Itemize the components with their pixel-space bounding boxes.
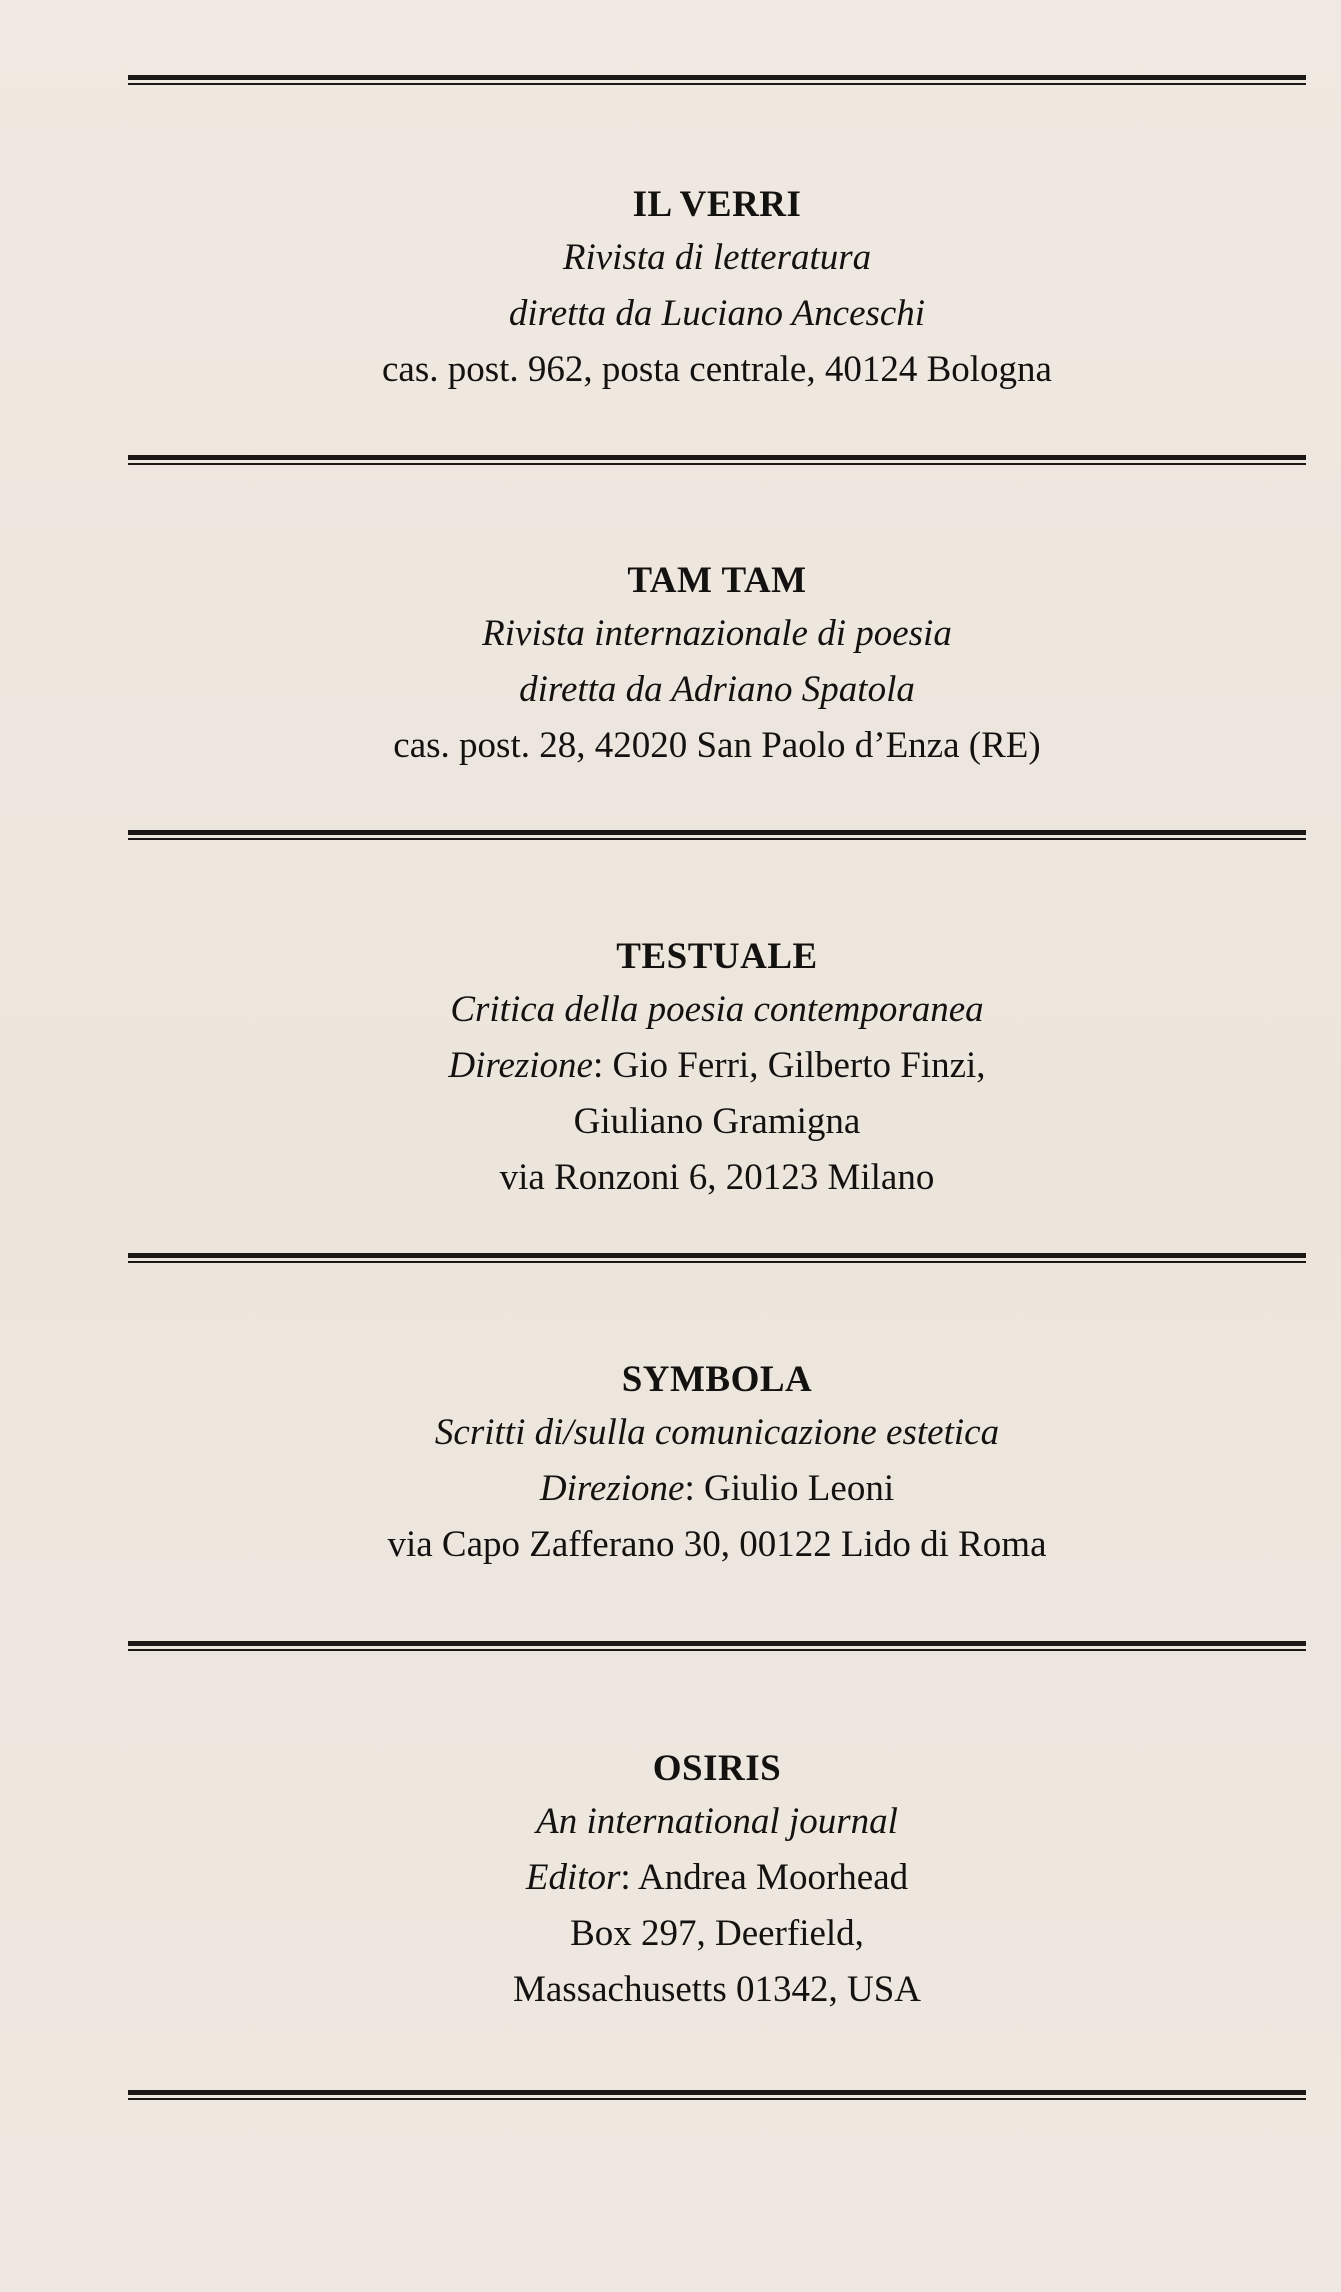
- journal-director: diretta da Adriano Spatola: [519, 669, 915, 710]
- journal-title: OSIRIS: [652, 1748, 782, 1789]
- journal-subtitle: Rivista internazionale di poesia: [482, 613, 952, 654]
- journal-director: diretta da Luciano Anceschi: [508, 293, 926, 334]
- direction-label: Editor: [525, 1857, 621, 1898]
- journal-direction: Direzione: Giulio Leoni: [539, 1468, 895, 1509]
- journal-title: SYMBOLA: [621, 1359, 813, 1400]
- divider-rule: [128, 1641, 1306, 1652]
- journal-address: via Ronzoni 6, 20123 Milano: [499, 1157, 935, 1198]
- entry-symbola: [128, 1355, 1306, 1573]
- journal-address: cas. post. 28, 42020 San Paolo d’Enza (RE): [393, 725, 1041, 766]
- direction-names: Andrea Moorhead: [637, 1857, 909, 1898]
- journal-subtitle: Rivista di letteratura: [562, 237, 872, 278]
- direction-names-continued: Giuliano Gramigna: [573, 1101, 861, 1142]
- journal-address: via Capo Zafferano 30, 00122 Lido di Roma: [387, 1524, 1047, 1565]
- divider-rule: [128, 2090, 1306, 2101]
- divider-rule: [128, 1253, 1306, 1264]
- entry-tam-tam: [128, 556, 1306, 774]
- journal-title: TESTUALE: [616, 936, 818, 977]
- journal-subtitle: Scritti di/sulla comunicazione estetica: [434, 1412, 1000, 1453]
- journal-direction: Editor: Andrea Moorhead: [525, 1857, 909, 1898]
- divider-rule: [128, 75, 1306, 86]
- direction-label: Direzione: [448, 1045, 593, 1086]
- journal-subtitle: An international journal: [536, 1801, 898, 1842]
- direction-names: Giulio Leoni: [703, 1468, 895, 1509]
- entry-testuale: [128, 932, 1306, 1206]
- journal-address-continued: Massachusetts 01342, USA: [512, 1969, 921, 2010]
- journal-title: IL VERRI: [632, 184, 802, 225]
- direction-label: Direzione: [539, 1468, 685, 1509]
- journal-title: TAM TAM: [627, 560, 807, 601]
- divider-rule: [128, 455, 1306, 466]
- direction-names: Gio Ferri, Gilberto Finzi,: [612, 1045, 986, 1086]
- divider-rule: [128, 830, 1306, 841]
- journal-address: cas. post. 962, posta centrale, 40124 Bologna: [382, 349, 1052, 390]
- journal-direction: Direzione: Gio Ferri, Gilberto Finzi,: [448, 1045, 986, 1086]
- journal-address: Box 297, Deerfield,: [570, 1913, 864, 1954]
- entry-osiris: [128, 1744, 1306, 2018]
- entry-il-verri: [128, 180, 1306, 398]
- journal-subtitle: Critica della poesia contemporanea: [450, 989, 984, 1030]
